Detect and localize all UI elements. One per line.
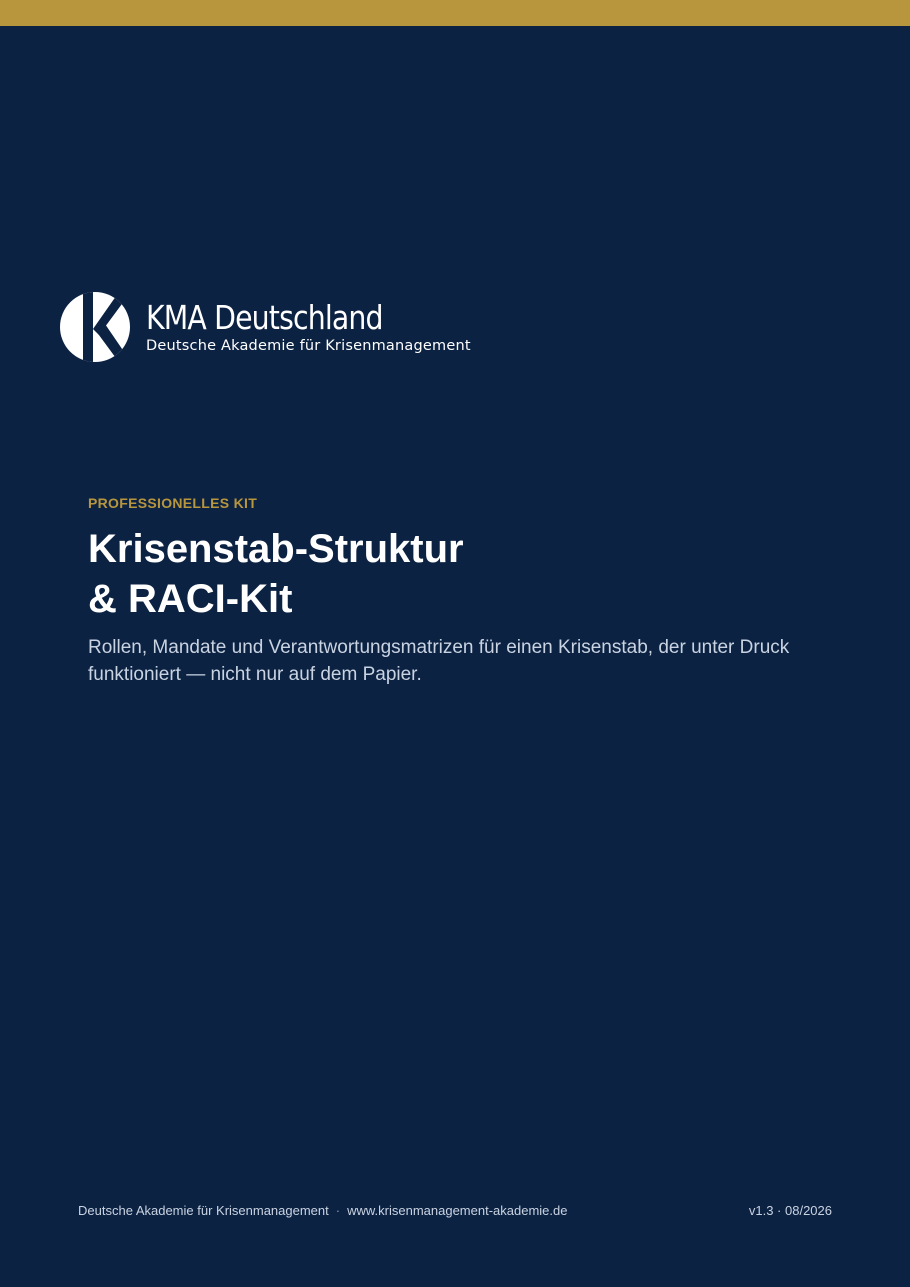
document-subtitle: Rollen, Mandate und Verantwortungsmatrizen für einen Krisenstab, der unter Druck funktioniert — nicht nur auf dem Papier. [88, 637, 790, 685]
footer-website: www.krisenmanagement-akademie.de [347, 1203, 568, 1218]
title-line-2: & RACI-Kit [88, 577, 293, 621]
document-category: PROFESSIONELLES KIT [88, 495, 258, 511]
title-line-1: Krisenstab-Struktur [88, 527, 464, 571]
footer-version: v1.3 · 08/2026 [748, 1203, 832, 1218]
brand-tagline: Deutsche Akademie für Krisenmanagement [146, 337, 471, 354]
footer-separator: · [335, 1203, 341, 1218]
footer-left [78, 1203, 567, 1219]
top-accent-bar [0, 0, 910, 26]
document-title [88, 524, 848, 624]
brand-logo [59, 291, 471, 363]
page-footer [78, 1203, 832, 1219]
k-logo-icon [59, 291, 131, 363]
footer-organization: Deutsche Akademie für Krisenmanagement [78, 1203, 329, 1218]
brand-name: KMA Deutschland [146, 297, 383, 337]
